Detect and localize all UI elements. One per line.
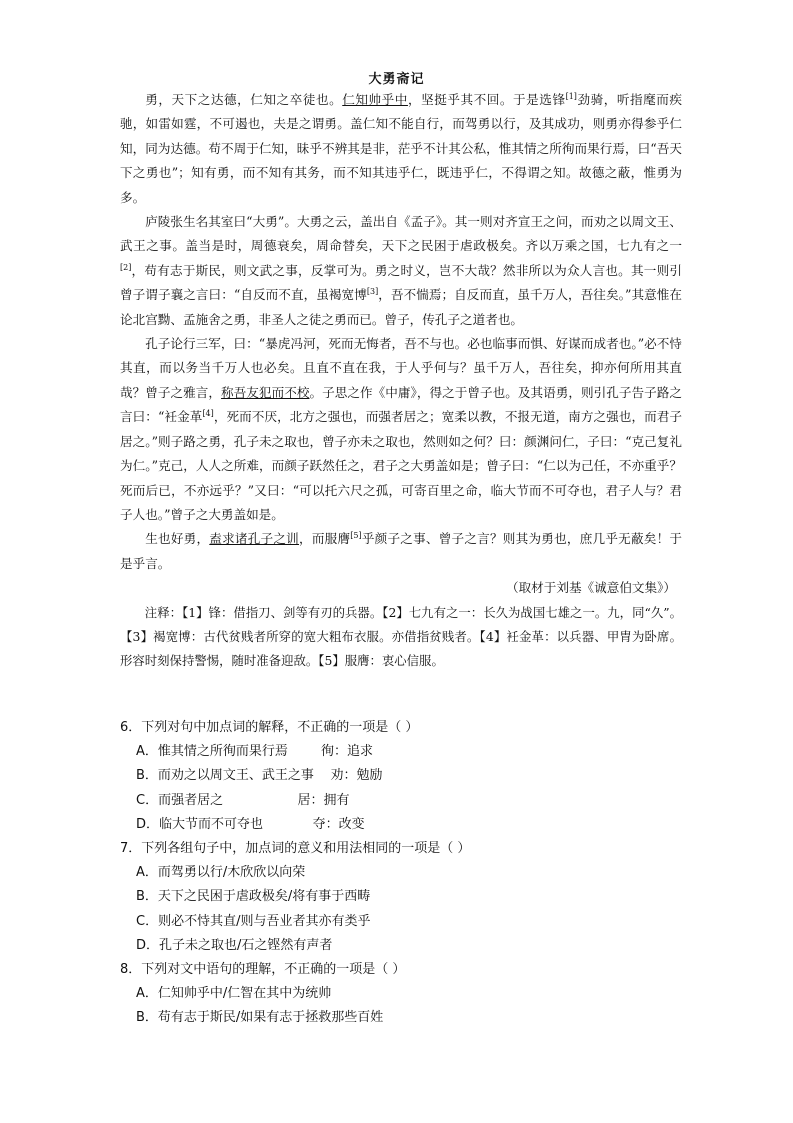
text-segment: 。子思之作《中庸》，得之于曾子也。及其语勇，则引孔子告子路之言曰：“衽金革 bbox=[120, 384, 683, 425]
answer-option: A．仁知帅乎中/仁智在其中为统帅 bbox=[136, 986, 332, 1002]
question-stem: 8．下列对文中语句的理解，不正确的一项是（ ） bbox=[120, 962, 406, 978]
source-citation: （取材于刘基《诚意伯文集》） bbox=[505, 580, 676, 596]
text-segment: 乎颜子之事、曾子之言？则其为勇也，庶几乎无蔽矣！于是乎言。 bbox=[120, 531, 683, 571]
answer-option: C．则必不恃其直/则与吾业者其亦有类乎 bbox=[136, 913, 371, 929]
text-segment: ，吾不惴焉；自反而直，虽千万人，吾往矣。”其意惟在论北宫黝、孟施舍之勇，非圣人之徒之勇而已。曾子，传孔子之道者也。 bbox=[120, 287, 682, 327]
annotations: 注释：【1】锋：借指刀、剑等有刃的兵器。【2】七九有之一：长久为战国七雄之一。九，同“久”。【3】褐宽博：古代贫贱者所穿的宽大粗布衣服。亦借指贫贱者。【4】衽金革：以兵器、甲胄为卧席。形容时刻保持警惕，随时准备迎敌。【5】服膺：衷心信服。 bbox=[120, 604, 682, 669]
text-segment: 孔子论行三军，曰：“暴虎冯河，死而无悔者，吾不与也。必也临事而惧、好谋而成者也。”必不恃其直，而以务当千万人也必矣。且直不直在我，于人乎何与？虽千万人，吾往矣，抑亦何所用其直哉？曾子之雅言， bbox=[120, 336, 682, 400]
answer-option: B．而劝之以周文王、武王之事 劝：勉励 bbox=[136, 768, 383, 784]
passage-paragraph bbox=[120, 88, 682, 210]
text-segment: ，而服膺 bbox=[299, 531, 351, 547]
answer-option: B．天下之民困于虐政极矣/将有事于西畴 bbox=[136, 889, 371, 905]
text-segment: 庐陵张生名其室曰“大勇”。大勇之云，盖出自《孟子》。其一则对齐宣王之问，而劝之以周文王、武王之事。盖当是时，周德衰矣，周命替矣，天下之民困于虐政极矣。齐以万乘之国，七九有之一 bbox=[120, 214, 682, 254]
text-segment: 勇，天下之达德，仁知之卒徒也。 bbox=[145, 92, 343, 107]
question-list bbox=[120, 716, 682, 1031]
footnote-marker: [3] bbox=[366, 287, 379, 297]
passage-paragraph bbox=[120, 210, 682, 332]
answer-option: D．临大节而不可夺也 夺：改变 bbox=[136, 816, 365, 832]
footnote-marker: [5] bbox=[350, 531, 362, 541]
underlined-phrase: 称吾友犯而不校 bbox=[221, 384, 310, 400]
answer-option: C．而强者居之 居：拥有 bbox=[136, 792, 350, 808]
answer-option: A．而驾勇以行/木欣欣以向荣 bbox=[136, 865, 306, 881]
footnote-marker: [1] bbox=[565, 91, 577, 101]
footnote-marker: [4] bbox=[202, 409, 214, 419]
passage-title: 大勇斋记 bbox=[368, 72, 425, 87]
text-segment: ，坚挺乎其不回。于是选锋 bbox=[407, 92, 566, 107]
answer-option: D．孔子未之取也/石之铿然有声者 bbox=[136, 937, 333, 953]
text-segment: 劲骑，听指麾而疾驰，如雷如霆，不可遏也，夫是之谓勇。盖仁知不能自行，而驾勇以行，及其成功，则勇亦得参乎仁知，同为达德。苟不周于仁知，昧乎不辨其是非，茫乎不计其公私，惟其情之所徇而果行焉，曰“吾天下之勇也”；知有勇，而不知有其务，而不知其违乎仁，既违乎仁，不得谓之知。故德之蔽，惟勇为多。 bbox=[120, 92, 683, 205]
passage bbox=[120, 88, 682, 674]
answer-option: B．苟有志于斯民/如果有志于拯救那些百姓 bbox=[136, 1010, 384, 1026]
text-segment: 生也好勇， bbox=[145, 531, 210, 547]
text-segment: ，苟有志于斯民，则文武之事，反掌可为。勇之时义，岂不大哉？然非所以为众人言也。其一则引曾子谓子襄之言曰：“自反而不直，虽褐宽博 bbox=[120, 262, 682, 303]
underlined-phrase: 仁知帅乎中 bbox=[342, 92, 408, 107]
underlined-phrase: 盍求诸孔子之训 bbox=[209, 531, 299, 547]
question-stem: 6．下列对句中加点词的解释，不正确的一项是（ ） bbox=[120, 720, 419, 735]
question-stem: 7．下列各组句子中，加点词的意义和用法相同的一项是（ ） bbox=[120, 841, 471, 857]
passage-paragraph bbox=[120, 527, 682, 576]
text-segment: ，死而不厌，北方之强也，而强者居之；宽柔以教，不报无道，南方之强也，而君子居之。”则子路之勇，孔子未之取也，曾子亦未之取也，然则如之何？曰：颜渊问仁，子曰：“克己复礼为仁。”克己，人人之所难，而颜子跃然任之，君子之大勇盖如是；曾子曰：“仁以为己任，不亦重乎？死而后已，不亦远乎？”又曰：“可以托六尺之孤，可寄百里之命，临大节而不可夺也，君子人与？君子人也。”曾子之大勇盖如是。 bbox=[120, 409, 682, 522]
passage-paragraph bbox=[120, 332, 682, 527]
answer-option: A．惟其情之所徇而果行焉 徇：追求 bbox=[136, 744, 373, 760]
footnote-marker: [2] bbox=[120, 262, 132, 272]
passage-body bbox=[120, 88, 682, 576]
